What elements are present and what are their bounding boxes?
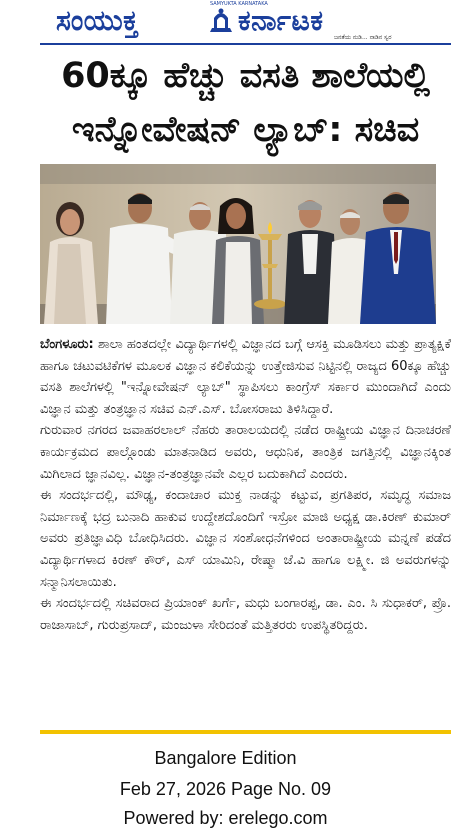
article-paragraph: ಈ ಸಂದರ್ಭದಲ್ಲಿ, ಮೌಢ್ಯ, ಕಂದಾಚಾರ ಮುಕ್ತ ನಾಡನ್ನು ಕಟ್ಟುವ, ಪ್ರಗತಿಪರ, ಸಮೃದ್ಧ ಸಮಾಜ ನಿರ್ಮಾಣಕ್ಕೆ ಭದ್ರ ಬುನಾದಿ ಹಾಕುವ ಉದ್ದೇಶದೊಂದಿಗೆ ಇಸ್ರೋ ಮಾಜಿ ಅಧ್ಯಕ್ಷ ಡಾ.ಕಿರಣ್ ಕುಮಾರ್ ಅವರು ಪ್ರತಿಜ್ಞಾವಿಧಿ ಬೋಧಿಸಿದರು. ವಿಜ್ಞಾನ ಸಂಶೋಧನೆಗಳಿಂದ ಅಂತಾರಾಷ್ಟ್ರೀಯ ಮನ್ನಣೆ ಪಡೆದ ವಿದ್ಯಾರ್ಥಿಗಳಾದ ಕಿರಣ್ ಕೌರ್, ಎಸ್ ಯಾಮಿನಿ, ರೇಷ್ಮಾ ಜೆ.ವಿ ಹಾಗೂ ಲಕ್ಷ್ಮೀ. ಜಿ ಅವರುಗಳನ್ನು ಸನ್ಮಾನಿಸಲಾಯಿತು. <box>40 488 451 590</box>
article-paragraph: ಈ ಸಂದರ್ಭದಲ್ಲಿ ಸಚಿವರಾದ ಪ್ರಿಯಾಂಕ್ ಖರ್ಗೆ, ಮಧು ಬಂಗಾರಪ್ಪ, ಡಾ. ಎಂ. ಸಿ ಸುಧಾಕರ್, ಪ್ರೊ. ರಾಜಾಸಾಬ್, ಗುರುಪ್ರಸಾದ್, ಮಂಜುಳಾ ಸೇರಿದಂತೆ ಮತ್ತಿತರರು ಉಪಸ್ಥಿತರಿದ್ದರು. <box>40 596 451 633</box>
news-photo <box>40 164 436 324</box>
date-page-label: Feb 27, 2026 Page No. 09 <box>119 779 332 799</box>
headline-line-1: 60ಕ್ಕೂ ಹೆಚ್ಚು ವಸತಿ ಶಾಲೆಯಲ್ಲಿ <box>61 56 430 96</box>
brand-name-right: ಕರ್ನಾಟಕ <box>238 4 324 37</box>
headline-line-2: ಇನ್ನೋವೇಷನ್ ಲ್ಯಾಬ್: ಸಚಿವ <box>71 110 420 150</box>
brand-name-left: ಸಂಯುಕ್ತ <box>56 4 139 37</box>
article-paragraph: ಗುರುವಾರ ನಗರದ ಜವಾಹರಲಾಲ್ ನೆಹರು ತಾರಾಲಯದಲ್ಲಿ ನಡೆದ ರಾಷ್ಟ್ರೀಯ ವಿಜ್ಞಾನ ದಿನಾಚರಣೆ ಕಾರ್ಯಕ್ರಮದ ಪಾಲ್ಗೊಂಡು ಮಾತನಾಡಿದ ಅವರು, ಆಧುನಿಕ, ತಾಂತ್ರಿಕ ಜಗತ್ತಿನಲ್ಲಿ ವಿಜ್ಞಾನಕ್ಕಿಂತ ಮಿಗಿಲಾದ ಜ್ಞಾನವಿಲ್ಲ. ವಿಜ್ಞಾನ-ತಂತ್ರಜ್ಞಾನವೇ ಎಲ್ಲರ ಬದುಕಾಗಿದೆ ಎಂದರು. <box>40 423 451 482</box>
edition-label: Bangalore Edition <box>154 748 297 768</box>
masthead-rule <box>40 43 451 45</box>
divider-rule <box>40 730 451 734</box>
article-paragraph <box>40 334 451 420</box>
paragraph-text: ಶಾಲಾ ಹಂತದಲ್ಲೇ ವಿದ್ಯಾರ್ಥಿಗಳಲ್ಲಿ ವಿಜ್ಞಾನದ ಬಗ್ಗೆ ಆಸಕ್ತಿ ಮೂಡಿಸಲು ಮತ್ತು ಪ್ರಾತ್ಯಕ್ಷಿಕೆ ಹಾಗೂ ಚಟುವಟಿಕೆಗಳ ಮೂಲಕ ವಿಜ್ಞಾನ ಕಲಿಕೆಯನ್ನು ಉತ್ತೇಜಿಸುವ ನಿಟ್ಟಿನಲ್ಲಿ ರಾಜ್ಯದ 60ಕ್ಕೂ ಹೆಚ್ಚು ವಸತಿ ಶಾಲೆಗಳಲ್ಲಿ "ಇನ್ನೋವೇಷನ್ ಲ್ಯಾಬ್" ಸ್ಥಾಪಿಸಲು ಕಾಂಗ್ರೆಸ್ ಸರ್ಕಾರ ಮುಂದಾಗಿದೆ ಎಂದು ವಿಜ್ಞಾನ ಮತ್ತು ತಂತ್ರಜ್ಞಾನ ಸಚಿವ ಎನ್.ಎಸ್. ಬೋಸರಾಜು ತಿಳಿಸಿದ್ದಾರೆ. <box>40 337 451 417</box>
powered-by-link[interactable]: Powered by: erelego.com <box>123 808 328 828</box>
emblem-icon <box>206 4 236 36</box>
brand-subtitle: SAMYUKTA KARNATAKA <box>210 1 268 7</box>
brand-tagline: ಜನತೆಯ ನುಡಿ... ನಾಡಿನ ಸ್ವರ <box>334 34 392 41</box>
dateline: ಬೆಂಗಳೂರು: <box>40 337 94 352</box>
masthead <box>0 0 451 44</box>
lamp-lighting-scene <box>40 164 436 324</box>
article-body <box>40 334 451 636</box>
